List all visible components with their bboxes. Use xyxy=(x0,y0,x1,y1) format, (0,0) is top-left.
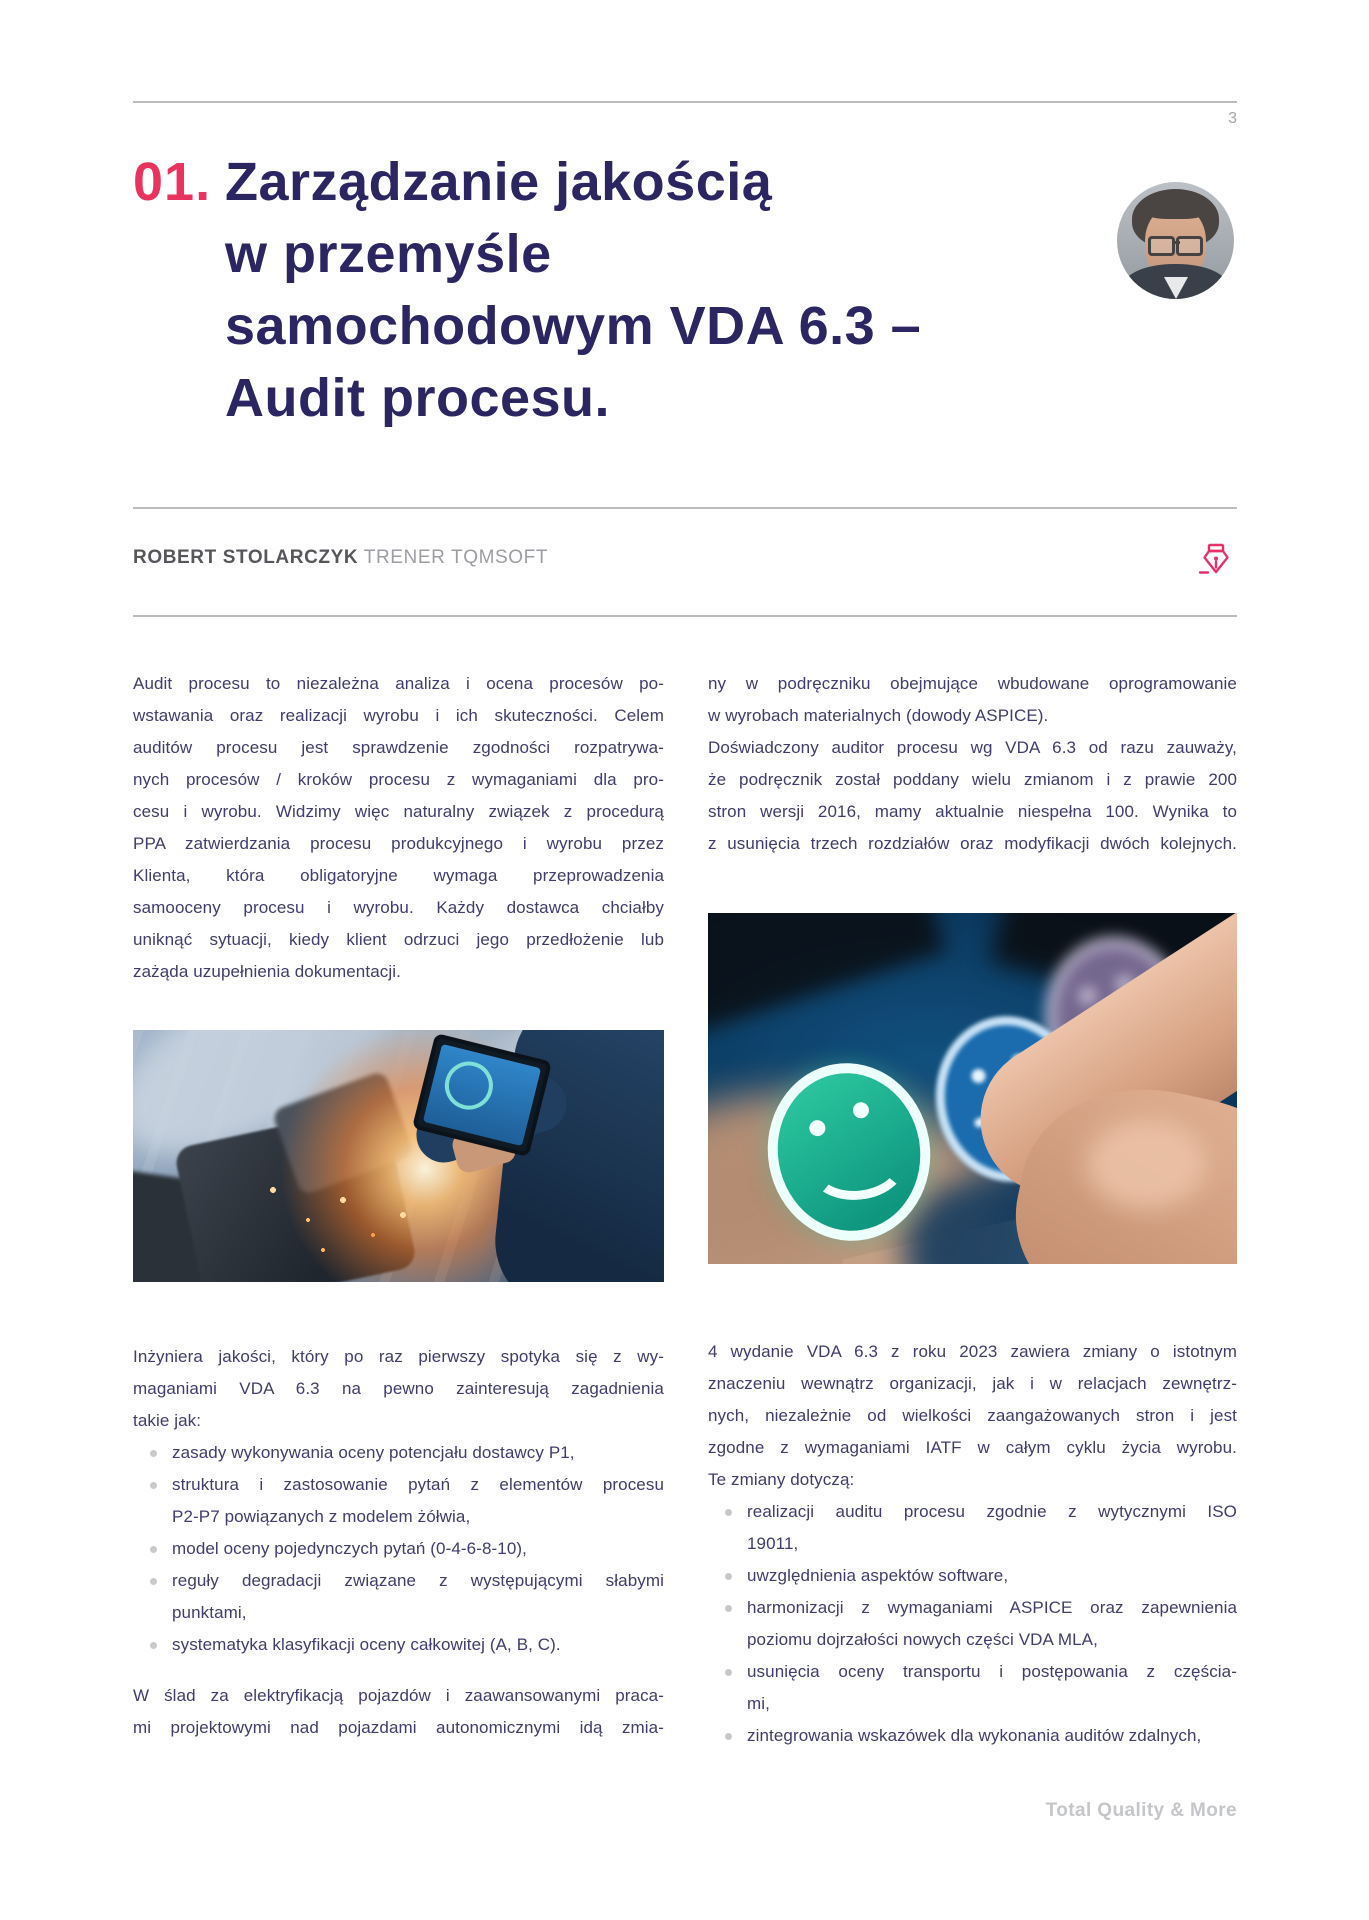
text-line: Zarządzanie jakością xyxy=(225,152,773,212)
text-line: ny w podręczniku obejmujące wbudowane oprogramowanie xyxy=(708,674,1237,693)
paragraph xyxy=(708,668,1237,732)
author-byline xyxy=(133,547,548,569)
text-line: usunięcia oceny transportu i postępowania z częścia- xyxy=(747,1662,1237,1681)
text-line: reguły degradacji związane z występującymi słabymi xyxy=(172,1571,664,1590)
text-line: struktura i zastosowanie pytań z elementów procesu xyxy=(172,1475,664,1494)
paragraph xyxy=(133,1680,664,1744)
text-line: stron wersji 2016, mamy aktualnie niespełna 100. Wynika to xyxy=(708,802,1237,821)
bullet-dot-icon xyxy=(725,1573,732,1580)
text-line: nych procesów / kroków procesu z wymaganiami dla pro- xyxy=(133,770,664,789)
list-item xyxy=(133,1469,664,1533)
list-item xyxy=(133,1629,664,1661)
text-line: Te zmiany dotyczą: xyxy=(708,1470,855,1489)
text-line: mi projektowymi nad pojazdami autonomicznymi idą zmia- xyxy=(133,1718,664,1737)
list-item xyxy=(708,1592,1237,1656)
text-line: PPA zatwierdzania procesu produkcyjnego i wyrobu przez xyxy=(133,834,664,853)
footer-brand: Total Quality & More xyxy=(1045,1800,1237,1821)
text-line: punktami, xyxy=(172,1603,247,1622)
list-item xyxy=(708,1560,1237,1592)
glasses-icon xyxy=(1148,236,1203,253)
text-line: 19011, xyxy=(747,1534,799,1553)
text-line: poziomu dojrzałości nowych części VDA MLA, xyxy=(747,1630,1098,1649)
author-role: TRENER TQMSOFT xyxy=(363,547,549,568)
paragraph xyxy=(708,732,1237,860)
spark-dots xyxy=(253,1160,493,1270)
author-divider-bottom xyxy=(133,615,1237,617)
text-line: że podręcznik został poddany wielu zmianom i z prawie 200 xyxy=(708,770,1237,789)
text-line: takie jak: xyxy=(133,1411,202,1430)
text-line: znaczeniu wewnątrz organizacji, jak i w relacjach zewnętrz- xyxy=(708,1374,1237,1393)
text-line: maganiami VDA 6.3 na pewno zainteresują zagadnienia xyxy=(133,1379,664,1398)
text-line: Inżyniera jakości, który po raz pierwszy spotyka się z wy- xyxy=(133,1347,664,1366)
photo-art-shape xyxy=(708,913,946,1037)
section-number: 01. xyxy=(133,152,212,212)
author-portrait xyxy=(1117,182,1234,299)
text-line: 4 wydanie VDA 6.3 z roku 2023 zawiera zmiany o istotnym xyxy=(708,1342,1237,1361)
feedback-smileys-photo xyxy=(708,913,1237,1264)
bullet-dot-icon xyxy=(150,1482,157,1489)
text-line: systematyka klasyfikacji oceny całkowitej (A, B, C). xyxy=(172,1635,561,1654)
tablet-screen xyxy=(423,1044,541,1146)
bullet-dot-icon xyxy=(150,1450,157,1457)
text-line: P2-P7 powiązanych z modelem żółwia, xyxy=(172,1507,471,1526)
factory-automation-photo xyxy=(133,1030,664,1282)
right-column xyxy=(708,668,1237,1752)
paragraph xyxy=(708,1336,1237,1496)
text-line: zasady wykonywania oceny potencjału dostawcy P1, xyxy=(172,1443,575,1462)
text-line: mi, xyxy=(747,1694,770,1713)
bullet-list xyxy=(708,1496,1237,1752)
top-divider xyxy=(133,101,1237,103)
text-line: harmonizacji z wymaganiami ASPICE oraz zapewnienia xyxy=(747,1598,1237,1617)
list-item xyxy=(708,1656,1237,1720)
list-item xyxy=(133,1565,664,1629)
text-line: samochodowym VDA 6.3 – xyxy=(225,296,922,356)
bullet-dot-icon xyxy=(725,1509,732,1516)
text-line: zażąda uzupełnienia dokumentacji. xyxy=(133,962,401,981)
list-item xyxy=(133,1437,664,1469)
text-line: Audit procesu to niezależna analiza i ocena procesów po- xyxy=(133,674,664,693)
bullet-dot-icon xyxy=(150,1546,157,1553)
list-item xyxy=(133,1533,664,1565)
text-line: w wyrobach materialnych (dowody ASPICE). xyxy=(708,706,1049,725)
text-line: nych, niezależnie od wielkości zaangażowanych stron i jest xyxy=(708,1406,1237,1425)
text-line: W ślad za elektryfikacją pojazdów i zaawansowanymi praca- xyxy=(133,1686,664,1705)
text-line: Klienta, która obligatoryjne wymaga przeprowadzenia xyxy=(133,866,664,885)
text-line: Doświadczony auditor procesu wg VDA 6.3 od razu zauważy, xyxy=(708,738,1237,757)
text-line: uniknąć sytuacji, kiedy klient odrzuci jego przedłożenie lub xyxy=(133,930,664,949)
bullet-dot-icon xyxy=(725,1605,732,1612)
bullet-dot-icon xyxy=(725,1669,732,1676)
paragraph xyxy=(133,668,664,988)
page-number: 3 xyxy=(1228,110,1237,127)
list-item xyxy=(708,1720,1237,1752)
bullet-dot-icon xyxy=(150,1578,157,1585)
text-line: cesu i wyrobu. Widzimy więc naturalny związek z procedurą xyxy=(133,802,664,821)
portrait-fringe xyxy=(1146,202,1205,219)
photo-art-shape xyxy=(1087,1119,1207,1209)
bullet-dot-icon xyxy=(725,1733,732,1740)
bullet-dot-icon xyxy=(150,1642,157,1649)
bullet-list xyxy=(133,1437,664,1661)
author-divider-top xyxy=(133,507,1237,509)
pen-nib-icon xyxy=(1196,541,1236,581)
text-line: z usunięcia trzech rozdziałów oraz modyfikacji dwóch kolejnych. xyxy=(708,834,1237,853)
text-line: realizacji auditu procesu zgodnie z wytycznymi ISO xyxy=(747,1502,1237,1521)
text-line: model oceny pojedynczych pytań (0-4-6-8-10), xyxy=(172,1539,527,1558)
text-line: samooceny procesu i wyrobu. Każdy dostawca chciałby xyxy=(133,898,664,917)
text-line: w przemyśle xyxy=(225,224,552,284)
list-item xyxy=(708,1496,1237,1560)
text-line: uwzględnienia aspektów software, xyxy=(747,1566,1009,1585)
text-line: zgodne z wymaganiami IATF w całym cyklu życia wyrobu. xyxy=(708,1438,1237,1457)
left-column xyxy=(133,668,664,1744)
text-line: auditów procesu jest sprawdzenie zgodności rozpatrywa- xyxy=(133,738,664,757)
paragraph xyxy=(133,1341,664,1437)
text-line: zintegrowania wskazówek dla wykonania auditów zdalnych, xyxy=(747,1726,1202,1745)
page-title xyxy=(225,146,921,434)
text-line: Audit procesu. xyxy=(225,368,611,428)
text-line: wstawania oraz realizacji wyrobu i ich skuteczności. Celem xyxy=(133,706,664,725)
tablet-ui-circle xyxy=(440,1056,498,1114)
author-name: ROBERT STOLARCZYK xyxy=(133,547,359,568)
